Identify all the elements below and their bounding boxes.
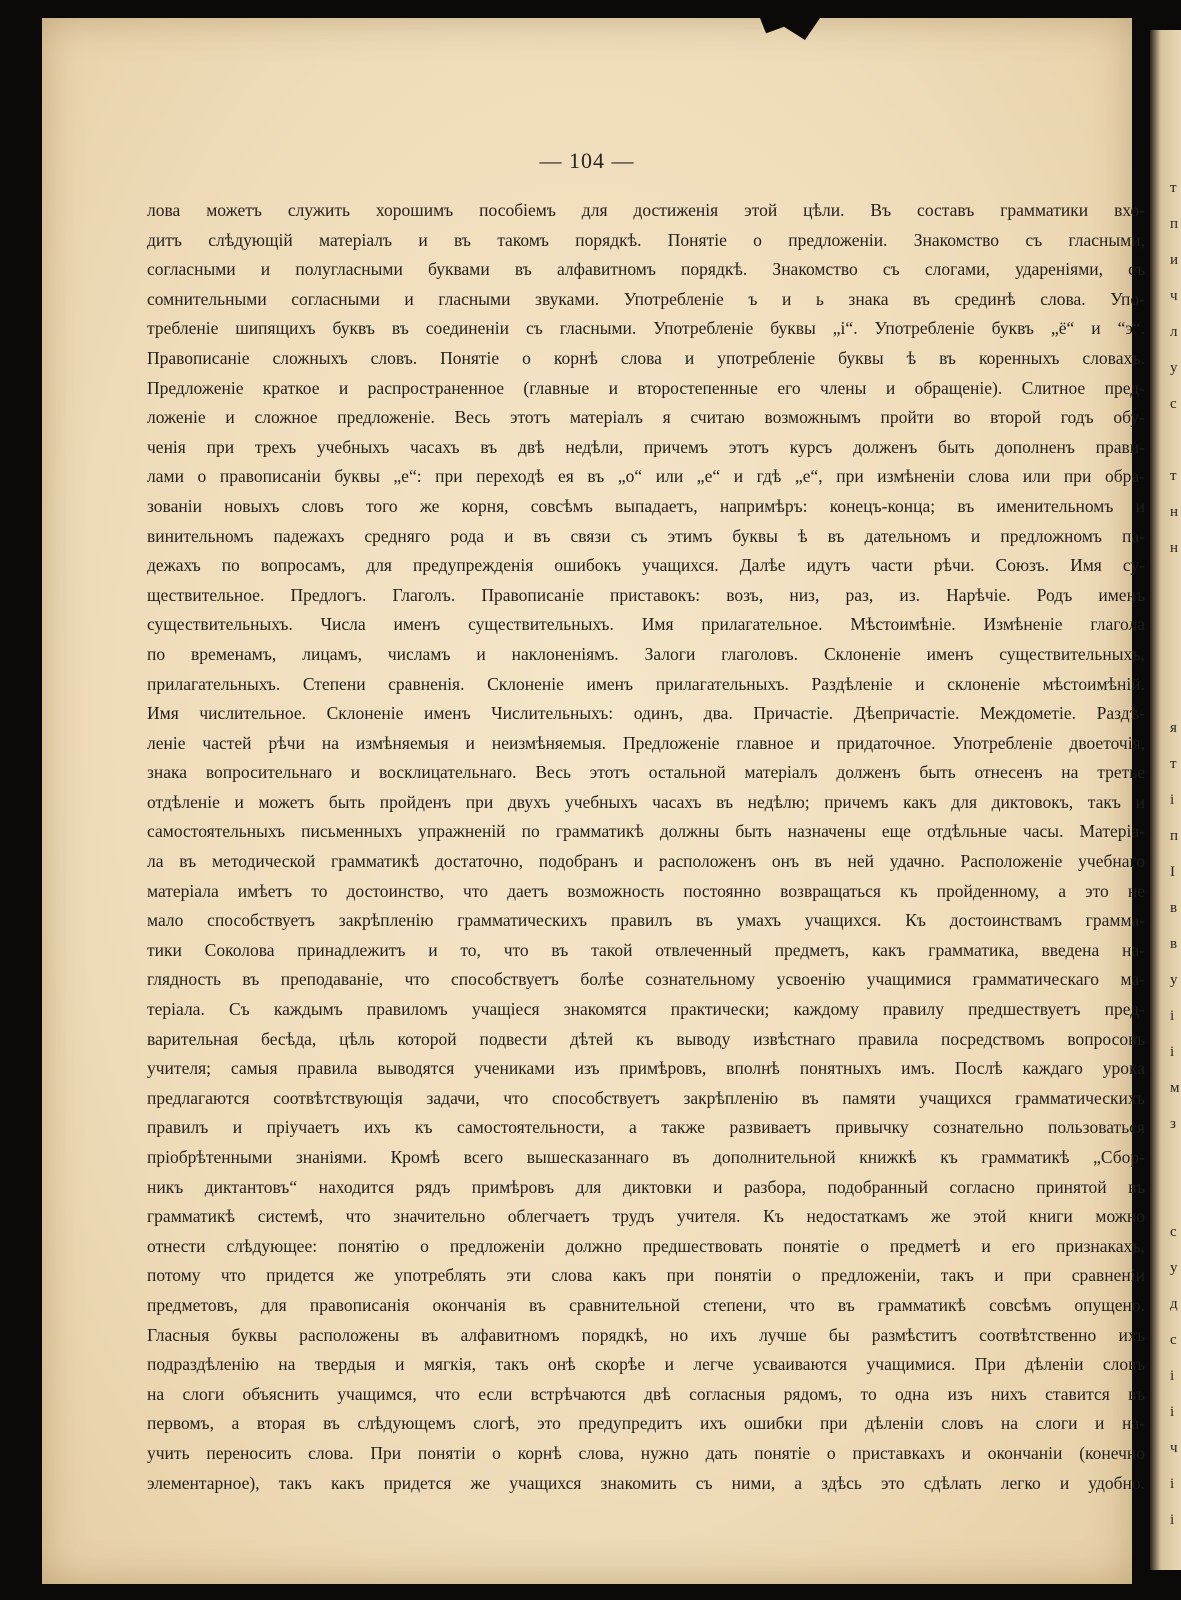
edge-letter (1170, 1142, 1181, 1178)
text-line: дежахъ по вопросамъ, для предупрежденія ошибокъ учащихся. Далѣе идутъ части рѣчи. Союзъ. Имя су- (147, 555, 1145, 576)
text-line: элементарное), такъ какъ придется же учащихся знакомить съ ними, а здѣсь это сдѣлать легко и удобно. (147, 1472, 1145, 1493)
text-line: тики Соколова принадлежитъ и то, что въ такой отвлеченный предметъ, какъ грамматика, введена на- (147, 939, 1145, 960)
edge-letter: м (1170, 1080, 1180, 1096)
text-line: грамматикѣ системѣ, что значительно облегчаетъ трудъ учителя. Къ недостаткамъ же этой книги можно (147, 1206, 1145, 1227)
edge-letter: с (1170, 396, 1177, 412)
edge-letter (1170, 422, 1181, 458)
edge-letter: т (1170, 468, 1177, 484)
text-line: отдѣленіе и можетъ быть пройденъ при двухъ учебныхъ часахъ въ недѣлю; причемъ какъ для диктовокъ, такъ и (147, 791, 1145, 812)
text-line: на слоги объяснить учащимся, что если встрѣчаются двѣ согласныя рядомъ, то одна изъ нихъ ставится въ (147, 1383, 1145, 1404)
text-line: предметовъ, для правописанія окончанія въ сравнительной степени, что въ грамматикѣ совсѣмъ опущено. (147, 1294, 1145, 1315)
edge-letter: с (1170, 1332, 1177, 1348)
edge-letter: п (1170, 216, 1179, 232)
text-line: учить переносить слова. При понятіи о корнѣ слова, нужно дать понятіе о приставкахъ и окончаніи (конечно (147, 1442, 1145, 1463)
edge-letter: с (1170, 1224, 1177, 1240)
text-line: требленіе шипящихъ буквъ въ соединеніи съ гласными. Употребленіе буквы „і“. Употребленіе буквъ „ё“ и “э“. (147, 318, 1145, 339)
edge-letter: з (1170, 1116, 1176, 1132)
text-line: подраздѣленію на твердыя и мягкія, такъ онѣ скорѣе и легче усваиваются учащимися. При дѣленіи словъ (147, 1354, 1145, 1375)
text-line: правилъ и пріучаетъ ихъ къ самостоятельности, а также развиваетъ привычку сознательно пользоваться (147, 1117, 1145, 1138)
edge-letter: і (1170, 1404, 1175, 1420)
text-line: варительная бесѣда, цѣль которой подвести дѣтей къ выводу извѣстнаго правила посредствомъ вопросовъ (147, 1028, 1145, 1049)
text-line: никъ диктантовъ“ находится рядъ примѣровъ для диктовки и разбора, подобранный согласно принятой въ (147, 1176, 1145, 1197)
body-text (147, 196, 1145, 1498)
text-line: Гласныя буквы расположены въ алфавитномъ порядкѣ, но ихъ лучше бы размѣститъ соотвѣтственно ихъ (147, 1324, 1145, 1345)
edge-letter: н (1170, 504, 1179, 520)
edge-letter: І (1170, 864, 1175, 880)
text-line: лова можетъ служить хорошимъ пособіемъ для достиженія этой цѣли. Въ составъ грамматики вхо- (147, 200, 1145, 220)
edge-letter: у (1170, 972, 1178, 988)
text-line: лами о правописаніи буквы „е“: при переходѣ ея въ „о“ или „е“ и гдѣ „е“, при измѣненіи слова или при обра- (147, 466, 1145, 487)
text-line: существительныхъ. Числа именъ существительныхъ. Имя прилагательное. Мѣстоимѣніе. Измѣненіе глагола (147, 614, 1145, 635)
edge-letter (1170, 602, 1181, 638)
edge-letter: т (1170, 180, 1177, 196)
text-line: ществительное. Предлогъ. Глаголъ. Правописаніе приставокъ: возъ, низ, раз, из. Нарѣчіе. Родъ именъ (147, 584, 1145, 605)
text-line: сомнительными согласными и гласными звуками. Употребленіе ъ и ь знака въ срединѣ слова. Упо- (147, 288, 1145, 309)
text-line: леніе частей рѣчи на измѣняемыя и неизмѣняемыя. Предложеніе главное и придаточное. Употребленіе двоеточія, (147, 732, 1145, 753)
text-line: дитъ слѣдующій матеріалъ и въ такомъ порядкѣ. Понятіе о предложеніи. Знакомство съ гласными, (147, 229, 1145, 250)
text-line: прилагательныхъ. Степени сравненія. Склоненіе именъ прилагательныхъ. Раздѣленіе и склоненіе мѣстоимѣній. (147, 673, 1145, 694)
edge-letter: д (1170, 1296, 1178, 1312)
text-line: учителя; самыя правила выводятся учениками изъ примѣровъ, вполнѣ понятныхъ имъ. Послѣ каждаго урока (147, 1058, 1145, 1079)
text-line: предлагаются соотвѣтствующія задачи, что способствуетъ закрѣпленію въ памяти учащихся грамматическихъ (147, 1087, 1145, 1108)
page-number: — 104 — (539, 148, 635, 173)
text-line: винительномъ падежахъ средняго рода и въ связи съ этимъ буквы ѣ въ дательномъ и предложномъ па- (147, 525, 1145, 546)
edge-letter: л (1170, 324, 1178, 340)
book-page (42, 18, 1145, 1584)
text-line: теріала. Съ каждымъ правиломъ учащіеся знакомятся практически; каждому правилу предшествуетъ пред- (147, 999, 1145, 1020)
edge-letter: т (1170, 756, 1177, 772)
edge-letter: і (1170, 1008, 1175, 1024)
text-line: ченія при трехъ учебныхъ часахъ въ двѣ недѣли, причемъ этотъ курсъ долженъ быть дополненъ прави- (147, 436, 1145, 457)
edge-letter: і (1170, 1368, 1175, 1384)
text-line: пріобрѣтенными знаніями. Кромѣ всего вышесказаннаго въ дополнительной книжкѣ къ грамматикѣ „Сбор- (147, 1147, 1145, 1167)
edge-letter (1170, 566, 1181, 602)
edge-letter: и (1170, 252, 1179, 268)
text-line: матеріала имѣетъ то достоинство, что даетъ возможность постоянно возвращаться къ пройденному, а это не (147, 880, 1145, 901)
text-line: знака вопросительнаго и восклицательнаго. Весь этотъ остальной матеріалъ долженъ быть отнесенъ на третье (147, 762, 1145, 783)
edge-letter: ч (1170, 288, 1178, 304)
text-line: Правописаніе сложныхъ словъ. Понятіе о корнѣ слова и употребленіе буквы ѣ въ коренныхъ словахъ. (147, 347, 1145, 368)
text-line: потому что придется же употреблять эти слова какъ при понятіи о предложеніи, такъ и при сравненіи (147, 1265, 1145, 1286)
text-line: согласными и полугласными буквами въ алфавитномъ порядкѣ. Знакомство съ слогами, удареніями, съ (147, 259, 1145, 280)
edge-letter (1170, 638, 1181, 674)
text-line: мало способствуетъ закрѣпленію грамматическихъ правилъ въ умахъ учащихся. Къ достоинствамъ грамма- (147, 910, 1145, 931)
text-line: по временамъ, лицамъ, числамъ и наклоненіямъ. Залоги глаголовъ. Склоненіе именъ существительныхъ, (147, 643, 1145, 664)
edge-letter: ч (1170, 1440, 1178, 1456)
edge-letter: у (1170, 360, 1178, 376)
edge-letter: я (1170, 720, 1177, 736)
text-line: Имя числительное. Склоненіе именъ Числительныхъ: одинъ, два. Причастіе. Дѣепричастіе. Междометіе. Раздѣ- (147, 703, 1145, 724)
edge-letter: в (1170, 900, 1178, 916)
text-line: отнести слѣдующее: понятію о предложеніи должно предшествовать понятіе о предметѣ и его признакахъ, (147, 1235, 1145, 1256)
edge-letter: і (1170, 1044, 1175, 1060)
edge-letter (1170, 1178, 1181, 1214)
edge-letter: в (1170, 936, 1178, 952)
edge-letter: і (1170, 1512, 1175, 1528)
edge-letter: у (1170, 1260, 1178, 1276)
edge-letter (1170, 674, 1181, 710)
edge-letter: і (1170, 792, 1175, 808)
text-line: ла въ методической грамматикѣ достаточно, подобранъ и расположенъ онъ въ ней удачно. Расположеніе учебнаго (147, 851, 1145, 872)
edge-letter: н (1170, 540, 1179, 556)
text-line: ложеніе и сложное предложеніе. Весь этотъ матеріалъ я считаю возможнымъ пройти во второй годъ обу- (147, 407, 1145, 428)
edge-letter: п (1170, 828, 1179, 844)
text-line: глядность въ преподаваніе, что способствуетъ болѣе сознательному усвоенію учащимися грамматическаго ма- (147, 969, 1145, 990)
text-line: Предложеніе краткое и распространенное (главные и второстепенные его члены и обращеніе). Слитное пред- (147, 377, 1145, 398)
edge-letter: і (1170, 1476, 1175, 1492)
text-line: зованіи новыхъ словъ того же корня, совсѣмъ выпадаетъ, напримѣръ: конецъ-конца; въ именительномъ и (147, 495, 1145, 516)
text-line: самостоятельныхъ письменныхъ упражненій по грамматикѣ должны быть назначены еще отдѣльные часы. Матеріа- (147, 821, 1145, 842)
text-line: первомъ, а вторая въ слѣдующемъ слогѣ, это предупредитъ ихъ ошибки при дѣленіи словъ на слоги и на- (147, 1413, 1145, 1434)
adjacent-page-letters (1170, 170, 1181, 1538)
